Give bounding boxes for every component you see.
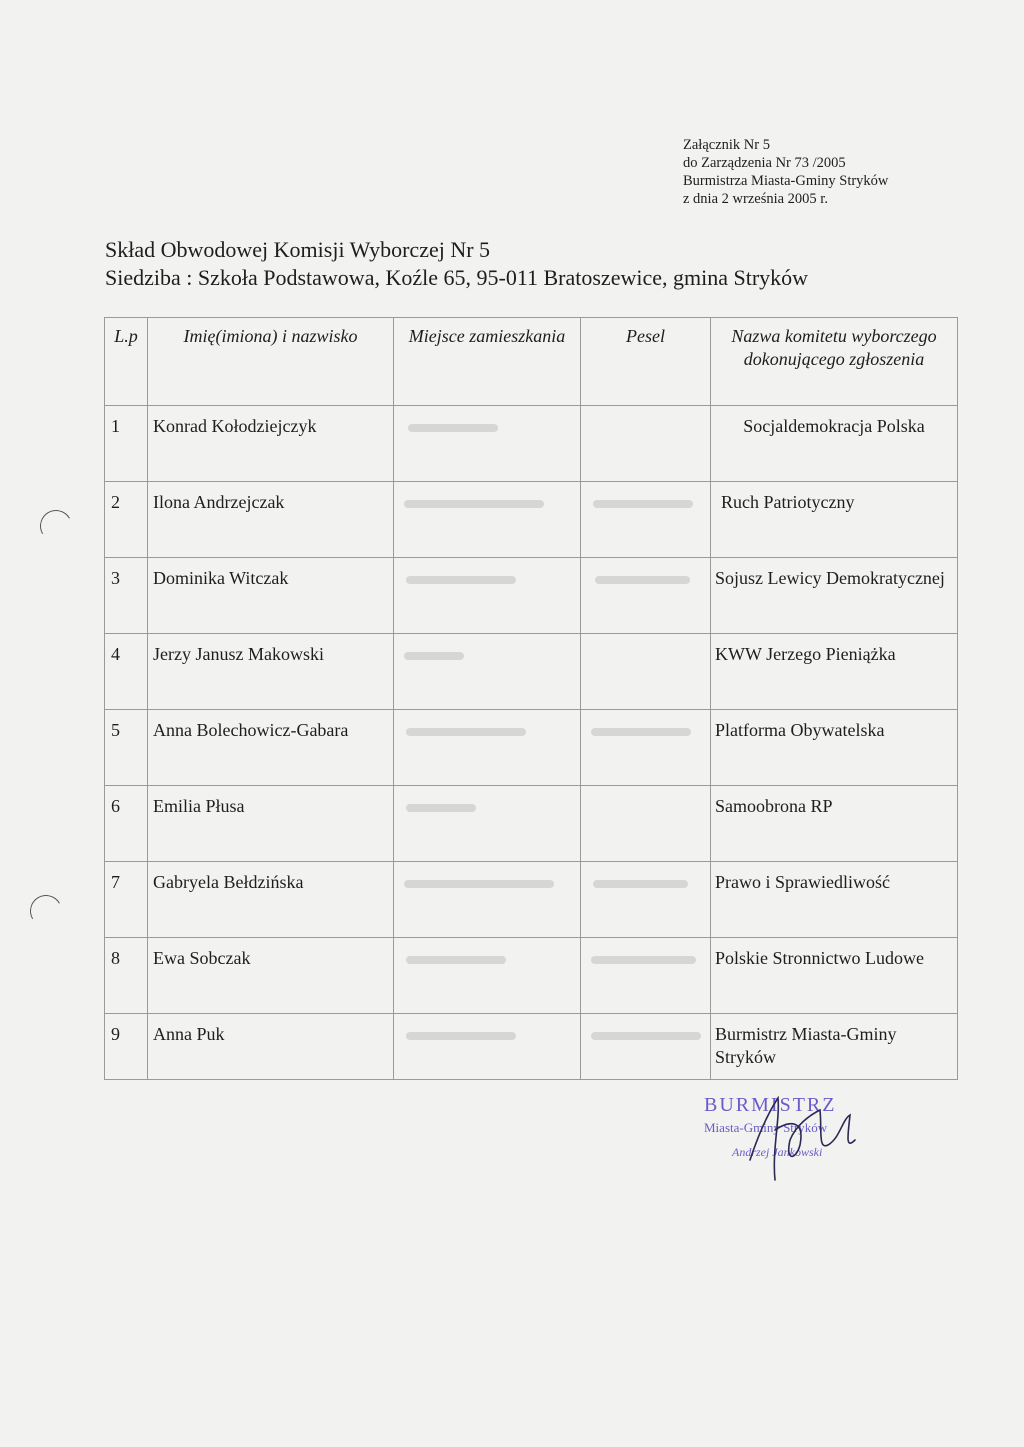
- table-header-row: [105, 318, 958, 406]
- table-row: [105, 862, 958, 938]
- row-name: Anna Bolechowicz-Gabara: [148, 710, 394, 786]
- row-pesel-redacted: [581, 634, 711, 710]
- handwritten-signature: [730, 1090, 880, 1190]
- heading-title: Skład Obwodowej Komisji Wyborczej Nr 5: [105, 237, 491, 262]
- row-residence-redacted: [394, 406, 581, 482]
- row-lp: 3: [105, 558, 148, 634]
- annex-line-3: Burmistrza Miasta-Gminy Stryków: [683, 173, 889, 189]
- table-row: [105, 406, 958, 482]
- row-lp: 9: [105, 1014, 148, 1080]
- punch-hole-mark: [26, 891, 65, 930]
- stamp-title: BURMISTRZ: [704, 1094, 837, 1116]
- header-pesel: Pesel: [581, 318, 711, 406]
- annex-line-2: do Zarządzenia Nr 73 /2005: [683, 155, 846, 171]
- row-committee: Platforma Obywatelska: [711, 710, 958, 786]
- row-lp: 5: [105, 710, 148, 786]
- row-lp: 2: [105, 482, 148, 558]
- row-committee: Burmistrz Miasta-Gminy Stryków: [711, 1014, 958, 1080]
- row-name: Dominika Witczak: [148, 558, 394, 634]
- row-pesel-redacted: [581, 938, 711, 1014]
- row-lp: 6: [105, 786, 148, 862]
- table-row: [105, 786, 958, 862]
- commission-members-table: [104, 317, 958, 1080]
- row-committee: KWW Jerzego Pieniążka: [711, 634, 958, 710]
- annex-reference: [683, 136, 888, 208]
- row-name: Ewa Sobczak: [148, 938, 394, 1014]
- table-row: [105, 710, 958, 786]
- header-committee: Nazwa komitetu wyborczego dokonującego zgłoszenia: [711, 318, 958, 406]
- table-row: [105, 938, 958, 1014]
- mayor-stamp: [700, 1090, 900, 1190]
- row-committee: Polskie Stronnictwo Ludowe: [711, 938, 958, 1014]
- stamp-subtitle: Miasta-Gminy Stryków: [704, 1120, 828, 1135]
- row-pesel-redacted: [581, 406, 711, 482]
- header-residence: Miejsce zamieszkania: [394, 318, 581, 406]
- row-name: Jerzy Janusz Makowski: [148, 634, 394, 710]
- header-name: Imię(imiona) i nazwisko: [148, 318, 394, 406]
- row-name: Konrad Kołodziejczyk: [148, 406, 394, 482]
- row-residence-redacted: [394, 1014, 581, 1080]
- row-name: Emilia Płusa: [148, 786, 394, 862]
- stamp-signatory: Andrzej Jankowski: [732, 1145, 823, 1159]
- row-residence-redacted: [394, 786, 581, 862]
- table-row: [105, 482, 958, 558]
- row-residence-redacted: [394, 710, 581, 786]
- table-row: [105, 558, 958, 634]
- heading-seat: Siedziba : Szkoła Podstawowa, Koźle 65, 95-011 Bratoszewice, gmina Stryków: [105, 265, 809, 290]
- header-lp: L.p: [105, 318, 148, 406]
- row-lp: 4: [105, 634, 148, 710]
- table-row: [105, 634, 958, 710]
- row-pesel-redacted: [581, 558, 711, 634]
- row-pesel-redacted: [581, 1014, 711, 1080]
- row-lp: 1: [105, 406, 148, 482]
- row-committee: Prawo i Sprawiedliwość: [711, 862, 958, 938]
- row-committee: Samoobrona RP: [711, 786, 958, 862]
- row-residence-redacted: [394, 558, 581, 634]
- punch-hole-mark: [36, 506, 75, 545]
- row-name: Gabryela Bełdzińska: [148, 862, 394, 938]
- row-residence-redacted: [394, 634, 581, 710]
- row-lp: 8: [105, 938, 148, 1014]
- row-lp: 7: [105, 862, 148, 938]
- table-row: [105, 1014, 958, 1080]
- row-residence-redacted: [394, 938, 581, 1014]
- row-pesel-redacted: [581, 862, 711, 938]
- row-pesel-redacted: [581, 710, 711, 786]
- row-committee: Socjaldemokracja Polska: [711, 406, 958, 482]
- row-name: Ilona Andrzejczak: [148, 482, 394, 558]
- row-residence-redacted: [394, 862, 581, 938]
- row-committee: Ruch Patriotyczny: [711, 482, 958, 558]
- annex-line-1: Załącznik Nr 5: [683, 137, 770, 153]
- annex-line-4: z dnia 2 września 2005 r.: [683, 191, 828, 207]
- row-residence-redacted: [394, 482, 581, 558]
- row-committee: Sojusz Lewicy Demokratycznej: [711, 558, 958, 634]
- row-pesel-redacted: [581, 786, 711, 862]
- row-pesel-redacted: [581, 482, 711, 558]
- row-name: Anna Puk: [148, 1014, 394, 1080]
- document-heading: [105, 236, 808, 292]
